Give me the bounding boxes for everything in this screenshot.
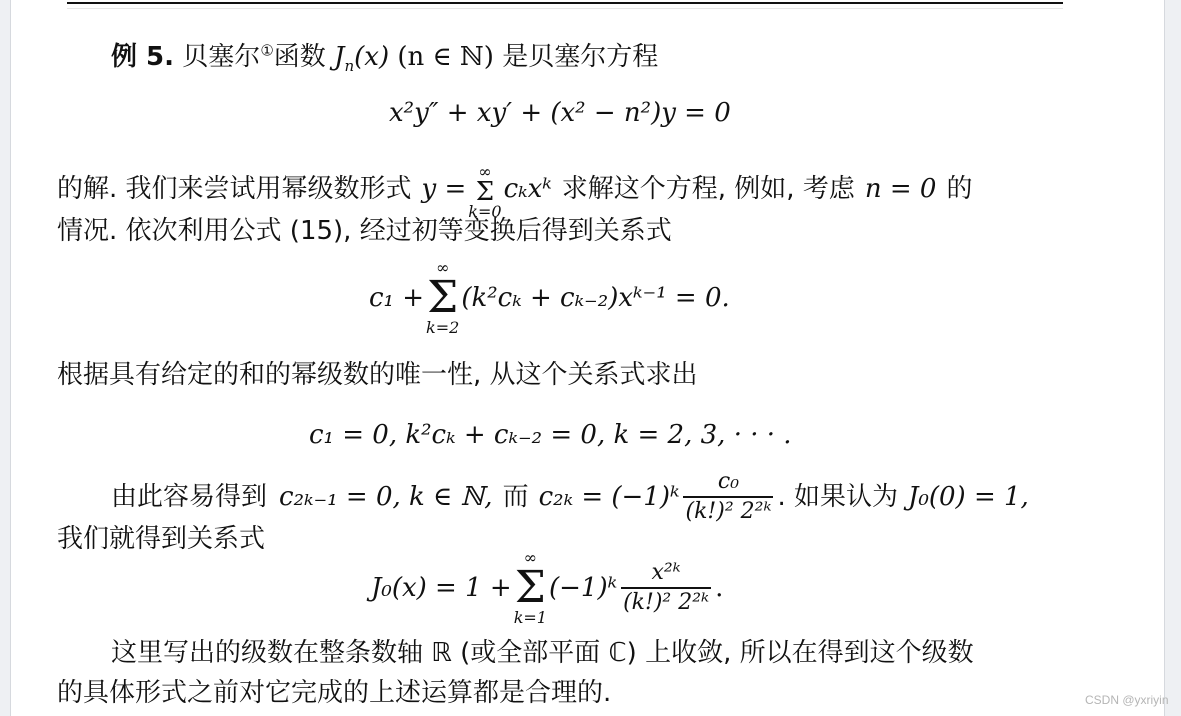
- even-coefficient-expr: c₂ₖ = (−1)ᵏ: [538, 481, 680, 512]
- p3-text-post: . 如果认为: [777, 481, 899, 512]
- sum-lower-limit: k=0: [468, 202, 502, 221]
- bessel-argument: (x): [354, 42, 390, 72]
- eq4-sum-lower: k=1: [513, 608, 547, 627]
- eq4-body: (−1)ᵏ: [548, 573, 618, 603]
- paragraph-3-line-1: [111, 470, 1029, 524]
- paragraph-3-line-2: 我们就得到关系式: [57, 524, 266, 554]
- eq4-sum: [514, 550, 547, 626]
- frac-numerator: c₀: [717, 469, 740, 494]
- frac-denominator: (k!)² 2²ᵏ: [685, 498, 772, 524]
- condition-expr: n = 0: [864, 174, 937, 204]
- p3-text-pre: 由此容易得到: [111, 481, 268, 512]
- p1-text-post: 求解这个方程, 例如, 考虑: [561, 174, 855, 204]
- p1-text-end: 的: [946, 174, 973, 204]
- viewer-scrollbar[interactable]: [1164, 0, 1181, 716]
- bessel-equation: x²y″ + xy′ + (x² − n²)y = 0: [389, 98, 731, 128]
- intro-text-pre: 贝塞尔: [182, 42, 261, 72]
- series-lhs: y =: [421, 174, 467, 204]
- csdn-watermark: CSDN @yxriyin: [1085, 693, 1169, 707]
- coefficient-relations: c₁ = 0, k²cₖ + cₖ₋₂ = 0, k = 2, 3, · · · .: [309, 420, 792, 450]
- recurrence-sum-equation: [369, 260, 730, 336]
- odd-coefficient-expr: c₂ₖ₋₁ = 0, k ∈ ℕ,: [279, 481, 493, 512]
- bessel-subscript: n: [344, 57, 355, 76]
- eq4-lhs: J₀(x) = 1 +: [371, 573, 512, 603]
- paragraph-4-line-2: 的具体形式之前对它完成的上述运算都是合理的.: [57, 678, 612, 708]
- eq4-fraction: [621, 561, 711, 615]
- series-sum: [468, 164, 501, 220]
- example-heading: [111, 41, 659, 76]
- eq2-sum-lower: k=2: [426, 318, 460, 337]
- example-label: 例 5.: [111, 42, 175, 72]
- document-page: [11, 0, 1163, 716]
- paragraph-4-line-1: 这里写出的级数在整条数轴 ℝ (或全部平面 ℂ) 上收敛, 所以在得到这个级数: [111, 638, 974, 668]
- sum-upper-limit: ∞: [478, 162, 492, 181]
- eq4-frac-bar: [621, 587, 711, 589]
- bessel-symbol: J: [334, 42, 345, 72]
- intro-text-post: 是贝塞尔方程: [502, 42, 659, 72]
- paragraph-1-line-2: 情况. 依次利用公式 (15), 经过初等变换后得到关系式: [57, 216, 672, 246]
- intro-text-fn: 函数: [273, 42, 326, 72]
- initial-condition: J₀(0) = 1,: [908, 481, 1029, 512]
- paragraph-2: 根据具有给定的和的幂级数的唯一性, 从这个关系式求出: [57, 360, 698, 390]
- even-coefficient-fraction: [683, 470, 773, 524]
- eq2-sum-sign: Σ: [427, 272, 459, 323]
- eq4-frac-numerator: x²ᵏ: [651, 560, 681, 586]
- eq4-frac-denominator: (k!)² 2²ᵏ: [623, 589, 710, 615]
- frac-bar: [683, 496, 773, 498]
- eq2-lhs: c₁ +: [369, 283, 425, 313]
- eq2-body: (k²cₖ + cₖ₋₂)xᵏ⁻¹ = 0.: [461, 283, 730, 313]
- p1-text-pre: 的解. 我们来尝试用幂级数形式: [57, 174, 412, 204]
- page-top-rule: [67, 2, 1063, 4]
- eq4-end: .: [715, 573, 724, 603]
- page-top-rule-faint: [67, 8, 1063, 9]
- sum-sign: Σ: [475, 177, 495, 207]
- paragraph-1-line-1: [57, 158, 972, 220]
- bessel-series-equation: [371, 550, 723, 626]
- eq2-sum-upper: ∞: [436, 258, 450, 277]
- p3-text-mid: 而: [502, 481, 529, 512]
- eq4-sum-sign: Σ: [514, 562, 546, 613]
- viewer-left-margin: [0, 0, 11, 716]
- series-body: cₖxᵏ: [503, 174, 552, 204]
- footnote-mark: ①: [260, 41, 274, 60]
- eq2-sum: [426, 260, 459, 336]
- eq4-sum-upper: ∞: [523, 548, 537, 567]
- bessel-condition: (n ∈ ℕ): [397, 42, 494, 72]
